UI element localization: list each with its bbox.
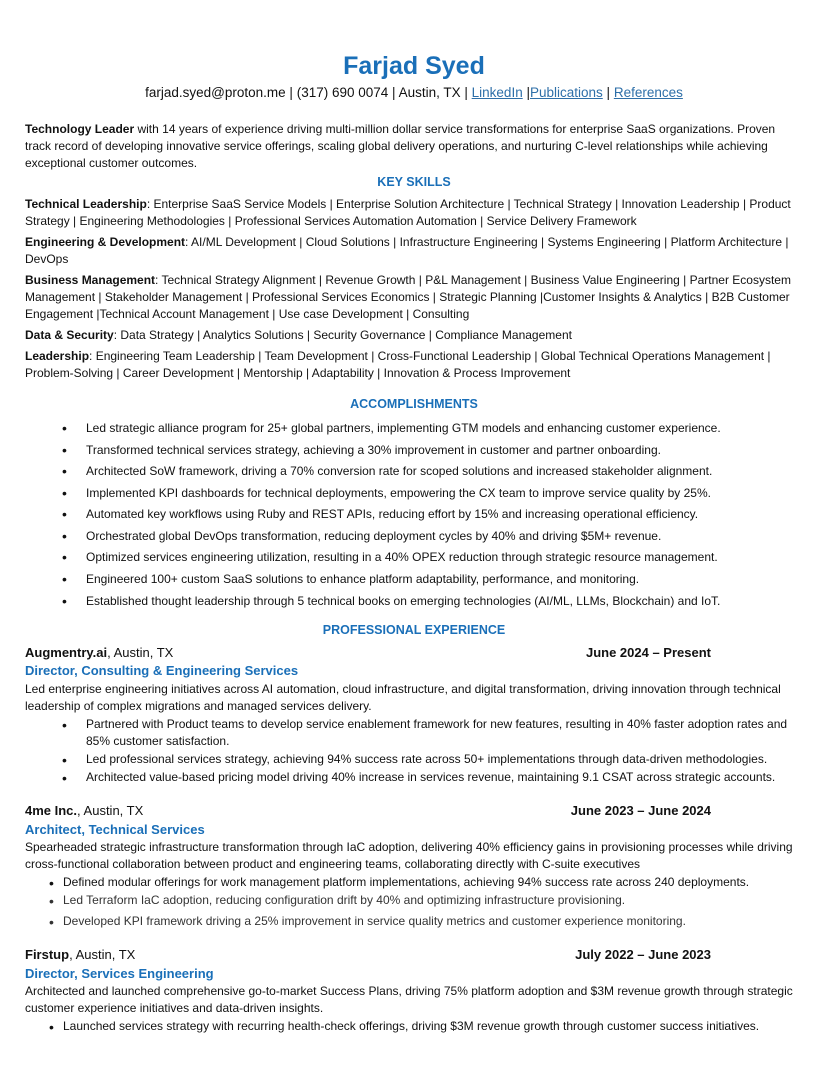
skill-text: : Technical Strategy Alignment | Revenue Growth | P&L Management | Business Value Engineering | Partner Ecosystem Management | Stakeholder Management | Professional Services Economics | Strategic Planning |Customer Insights & Analytics | B2B Customer Engagement |Technical Account Management | Use case Development | Consulting xyxy=(25,272,791,322)
job-bullet: • Defined modular offerings for work management platform implementations, achieving 94% success rate across 240 deployments. xyxy=(25,874,803,891)
accomplishment-item: • Orchestrated global DevOps transformation, reducing deployment cycles by 40% and driving $5M+ revenue. xyxy=(25,526,803,548)
job-role: Director, Consulting & Engineering Services xyxy=(25,663,299,679)
skill-group xyxy=(25,234,803,268)
linkedin-link[interactable]: LinkedIn xyxy=(471,85,523,100)
skill-label: Leadership xyxy=(25,349,90,364)
job-entry xyxy=(25,802,803,930)
job-bullets xyxy=(25,716,803,786)
job-bullets xyxy=(25,874,803,930)
accomplishment-item: • Established thought leadership through 5 technical books on emerging technologies (AI/ML, LLMs, Blockchain) and IoT. xyxy=(25,591,803,613)
job-bullet: • Partnered with Product teams to develop service enablement framework for new features, resulting in 40% faster adoption rates and 85% customer satisfaction. xyxy=(25,716,803,750)
skill-group xyxy=(25,348,803,382)
contact-phone: (317) 690 0074 xyxy=(296,85,389,100)
accomplishment-item: • Automated key workflows using Ruby and REST APIs, reducing effort by 15% and increasing operational efficiency. xyxy=(25,504,803,526)
job-dates: June 2024 – Present xyxy=(585,645,711,660)
job-company-line xyxy=(25,802,143,820)
accomplishment-item: • Engineered 100+ custom SaaS solutions to enhance platform adaptability, performance, and monitoring. xyxy=(25,569,803,591)
job-entry xyxy=(25,946,803,1035)
separator: | xyxy=(289,85,293,100)
job-bullets xyxy=(25,1018,803,1035)
job-header xyxy=(25,802,803,820)
job-location: , Austin, TX xyxy=(69,947,136,963)
job-role: Director, Services Engineering xyxy=(25,965,214,981)
summary-lead: Technology Leader xyxy=(25,122,135,136)
job-company: Firstup xyxy=(25,947,70,963)
accomplishment-item: • Optimized services engineering utilization, resulting in a 40% OPEX reduction through strategic resource management. xyxy=(25,547,803,569)
job-bullet: • Developed KPI framework driving a 25% improvement in service quality metrics and customer experience monitoring. xyxy=(25,913,803,930)
skill-label: Technical Leadership xyxy=(25,196,147,211)
separator: | xyxy=(526,85,530,100)
separator: | xyxy=(606,85,611,100)
job-header xyxy=(25,644,803,662)
job-bullet: • Led professional services strategy, achieving 94% success rate across 50+ implementations through data-driven methodologies. xyxy=(25,751,803,768)
experience-section-title: PROFESSIONAL EXPERIENCE xyxy=(322,623,506,638)
job-company-line xyxy=(25,644,173,662)
job-entry xyxy=(25,644,803,786)
contact-email[interactable]: farjad.syed@proton.me xyxy=(145,85,286,100)
skill-text: : Engineering Team Leadership | Team Development | Cross-Functional Leadership | Global Technical Operations Management | Problem-Solving | Career Development | Mentorship | Adaptability | Innovation & Process Improvement xyxy=(25,349,771,381)
job-header xyxy=(25,946,803,964)
accomplishments-section-title: ACCOMPLISHMENTS xyxy=(350,397,478,412)
accomplishments-list xyxy=(25,418,803,612)
job-dates: June 2023 – June 2024 xyxy=(570,803,711,819)
contact-line xyxy=(25,84,803,102)
job-bullet: • Architected value-based pricing model driving 40% increase in services revenue, maintaining 9.1 CSAT across strategic accounts. xyxy=(25,769,803,786)
job-company: Augmentry.ai xyxy=(25,645,108,660)
accomplishment-item: • Led strategic alliance program for 25+ global partners, implementing GTM models and enhancing customer experience. xyxy=(25,418,803,440)
skill-text: : Data Strategy | Analytics Solutions | Security Governance | Compliance Management xyxy=(113,328,572,343)
accomplishment-item: • Architected SoW framework, driving a 70% conversion rate for scoped solutions and increased stakeholder alignment. xyxy=(25,461,803,483)
resume-page xyxy=(25,50,803,1036)
skill-group xyxy=(25,327,803,344)
job-dates: July 2022 – June 2023 xyxy=(575,947,711,963)
job-role: Architect, Technical Services xyxy=(25,821,205,837)
skill-group xyxy=(25,196,803,230)
separator: | xyxy=(392,85,396,100)
skill-text: : AI/ML Development | Cloud Solutions | Infrastructure Engineering | Systems Engineering | Platform Architecture | DevOps xyxy=(25,234,789,266)
references-link[interactable]: References xyxy=(613,85,683,100)
separator: | xyxy=(464,85,468,100)
job-company-line xyxy=(25,946,135,964)
job-summary: Architected and launched comprehensive go-to-market Success Plans, driving 75% platform adoption and $3M revenue growth through strategic customer experience initiatives and data-driven insights. xyxy=(25,984,793,1016)
skill-label: Data & Security xyxy=(25,328,114,343)
publications-link[interactable]: Publications xyxy=(529,85,603,100)
skill-group xyxy=(25,272,803,323)
job-summary: Led enterprise engineering initiatives across AI automation, cloud infrastructure, and digital transformation, driving innovation through technical leadership of complex migrations and managed services delivery. xyxy=(25,681,781,713)
job-summary: Spearheaded strategic infrastructure transformation through IaC adoption, delivering 40% efficiency gains in provisioning processes while driving cross-functional collaboration between product and engineering teams, collaborating directly with C-suite executives xyxy=(25,840,793,872)
skill-label: Engineering & Development xyxy=(25,234,186,249)
skills-section-title: KEY SKILLS xyxy=(377,175,451,190)
accomplishment-item: • Implemented KPI dashboards for technical deployments, empowering the CX team to improve service quality by 25%. xyxy=(25,483,803,505)
job-location: , Austin, TX xyxy=(107,645,174,660)
summary-text: with 14 years of experience driving multi-million dollar service transformations for enterprise SaaS organizations. Proven track record of developing innovative service offerings, scaling global delivery operations, and nurturing C-level relationships while achieving exceptional customer outcomes. xyxy=(25,122,776,171)
job-company: 4me Inc. xyxy=(25,803,78,819)
contact-location: Austin, TX xyxy=(398,85,461,100)
skills-list xyxy=(25,196,803,382)
job-bullet: • Led Terraform IaC adoption, reducing configuration drift by 40% and optimizing infrastructure provisioning. xyxy=(25,892,803,909)
job-bullet: • Launched services strategy with recurring health-check offerings, driving $3M revenue growth through customer success initiatives. xyxy=(25,1018,803,1035)
job-location: , Austin, TX xyxy=(77,803,144,819)
accomplishment-item: • Transformed technical services strategy, achieving a 30% improvement in customer and partner onboarding. xyxy=(25,440,803,462)
professional-summary xyxy=(25,121,803,172)
candidate-name: Farjad Syed xyxy=(343,52,485,80)
skill-text: : Enterprise SaaS Service Models | Enterprise Solution Architecture | Technical Strategy | Innovation Leadership | Product Strategy | Engineering Methodologies | Professional Services Automation Automation | Service Delivery Framework xyxy=(25,196,791,228)
skill-label: Business Management xyxy=(25,272,156,287)
